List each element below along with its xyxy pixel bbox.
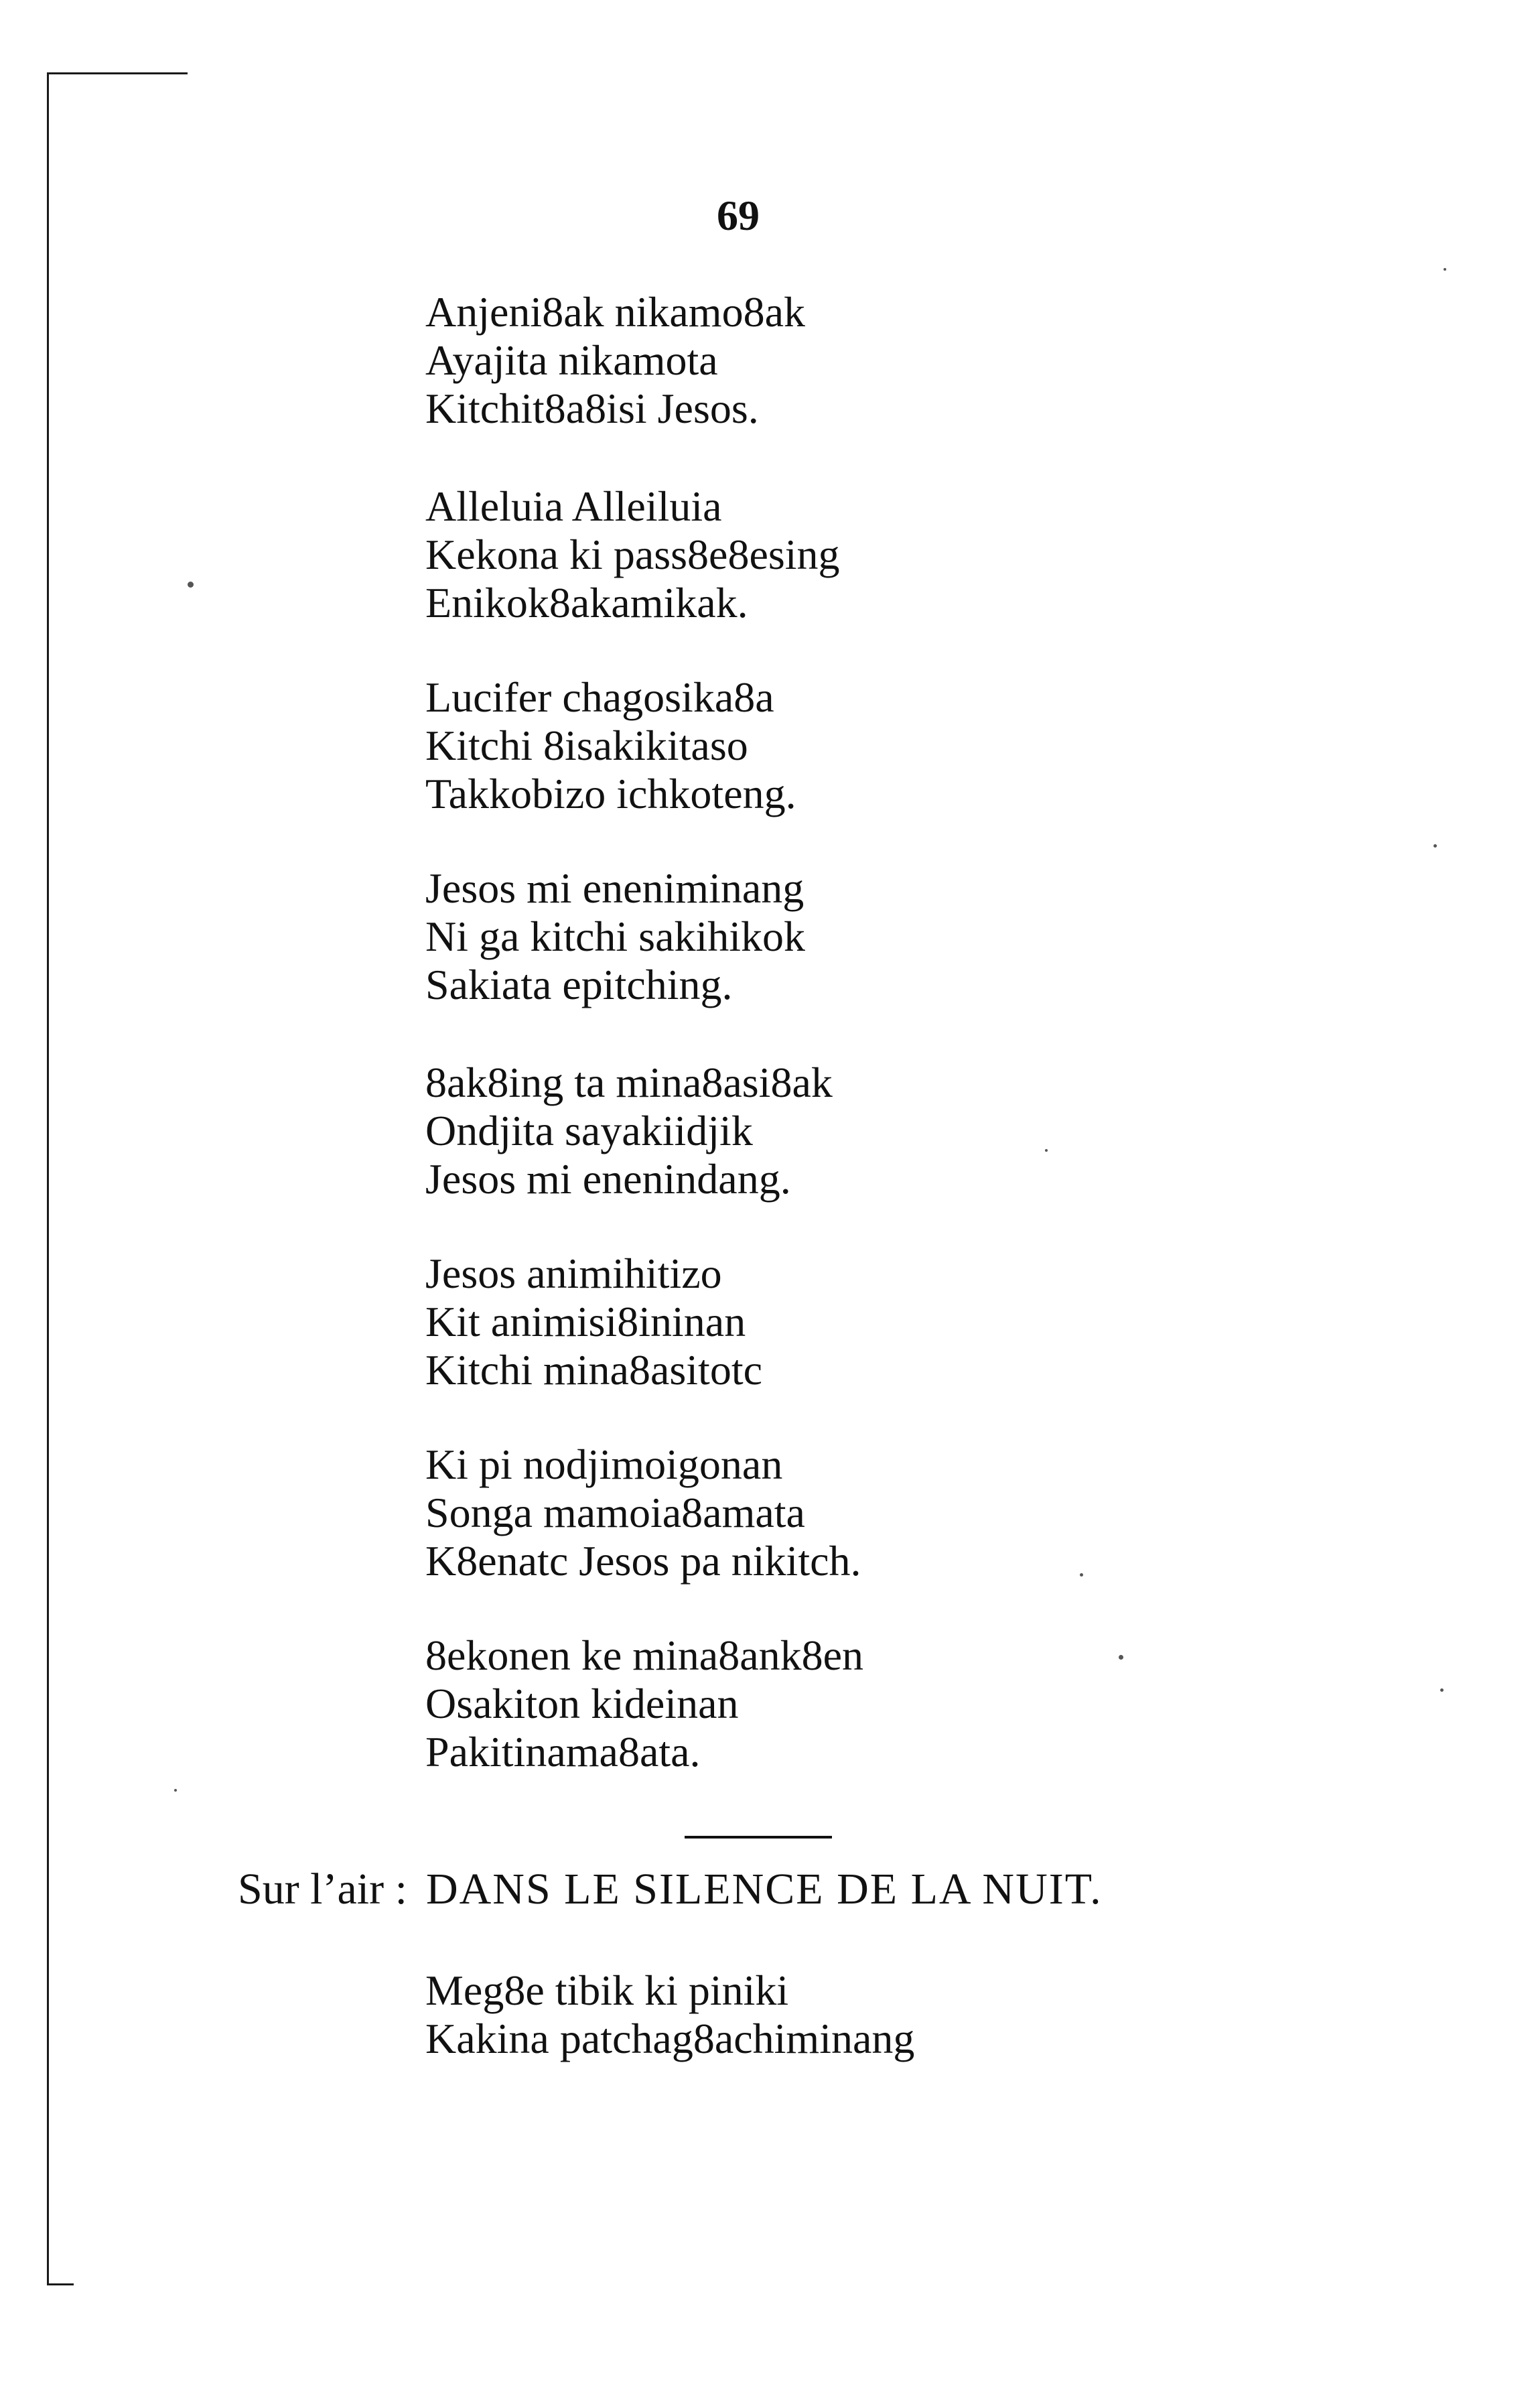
verse-line: Alleluia Alleiluia bbox=[425, 482, 722, 530]
verse-line: Jesos mi enenindang. bbox=[425, 1155, 791, 1203]
stanza-2 bbox=[425, 482, 840, 627]
verse-line: 8ekonen ke mina8ank8en bbox=[425, 1631, 863, 1679]
stanza-5 bbox=[425, 1059, 833, 1203]
print-speck bbox=[1440, 1688, 1444, 1692]
verse-line: Kitchit8a8isi Jesos. bbox=[425, 385, 759, 432]
stanza-3 bbox=[425, 673, 796, 818]
print-speck bbox=[188, 582, 194, 588]
verse-line: Osakiton kideinan bbox=[425, 1680, 739, 1727]
verse-line: Takkobizo ichkoteng. bbox=[425, 770, 796, 817]
print-speck bbox=[1119, 1655, 1123, 1660]
verse-line: Ondjita sayakiidjik bbox=[425, 1107, 753, 1154]
verse-line: K8enatc Jesos pa nikitch. bbox=[425, 1537, 861, 1585]
stanza-6 bbox=[425, 1250, 762, 1394]
tune-heading bbox=[238, 1863, 1103, 1916]
page-edge-bottom bbox=[47, 2283, 74, 2285]
tune-title: DANS LE SILENCE DE LA NUIT. bbox=[425, 1865, 1103, 1914]
verse-line: Kekona ki pass8e8esing bbox=[425, 531, 840, 578]
verse-line: Kitchi 8isakikitaso bbox=[425, 722, 748, 769]
page-edge-top bbox=[47, 72, 188, 74]
verse-line: Anjeni8ak nikamo8ak bbox=[425, 288, 805, 336]
stanza-7 bbox=[425, 1441, 861, 1585]
verse-line: Lucifer chagosika8a bbox=[425, 673, 774, 721]
verse-line: Jesos animihitizo bbox=[425, 1250, 722, 1297]
verse-line: Pakitinama8ata. bbox=[425, 1728, 701, 1776]
print-speck bbox=[1433, 844, 1437, 848]
stanza-1 bbox=[425, 288, 805, 433]
verse-line: Sakiata epitching. bbox=[425, 961, 733, 1008]
stanza-4 bbox=[425, 864, 805, 1009]
section-divider bbox=[685, 1836, 832, 1839]
verse-line: Enikok8akamikak. bbox=[425, 579, 748, 626]
verse-line: 8ak8ing ta mina8asi8ak bbox=[425, 1059, 833, 1106]
verse-line: Ni ga kitchi sakihikok bbox=[425, 913, 806, 960]
verse-line: Ki pi nodjimoigonan bbox=[425, 1441, 783, 1488]
tune-label: Sur l’air : bbox=[238, 1865, 407, 1914]
verse-line: Songa mamoia8amata bbox=[425, 1489, 805, 1536]
print-speck bbox=[1080, 1573, 1083, 1577]
page-edge-left bbox=[47, 72, 49, 2283]
verse-line: Kit animisi8ininan bbox=[425, 1298, 746, 1345]
print-speck bbox=[1444, 268, 1446, 271]
print-speck bbox=[1045, 1149, 1048, 1152]
page-number: 69 bbox=[717, 192, 760, 239]
verse-line: Kakina patchag8achiminang bbox=[425, 2015, 915, 2062]
verse-line: Jesos mi eneniminang bbox=[425, 864, 804, 912]
verse-line: Kitchi mina8asitotc bbox=[425, 1346, 762, 1394]
verse-line: Ayajita nikamota bbox=[425, 336, 718, 384]
stanza-8 bbox=[425, 1631, 863, 1776]
stanza-final bbox=[425, 1966, 914, 2063]
print-speck bbox=[174, 1789, 177, 1792]
verse-line: Meg8e tibik ki piniki bbox=[425, 1966, 789, 2014]
